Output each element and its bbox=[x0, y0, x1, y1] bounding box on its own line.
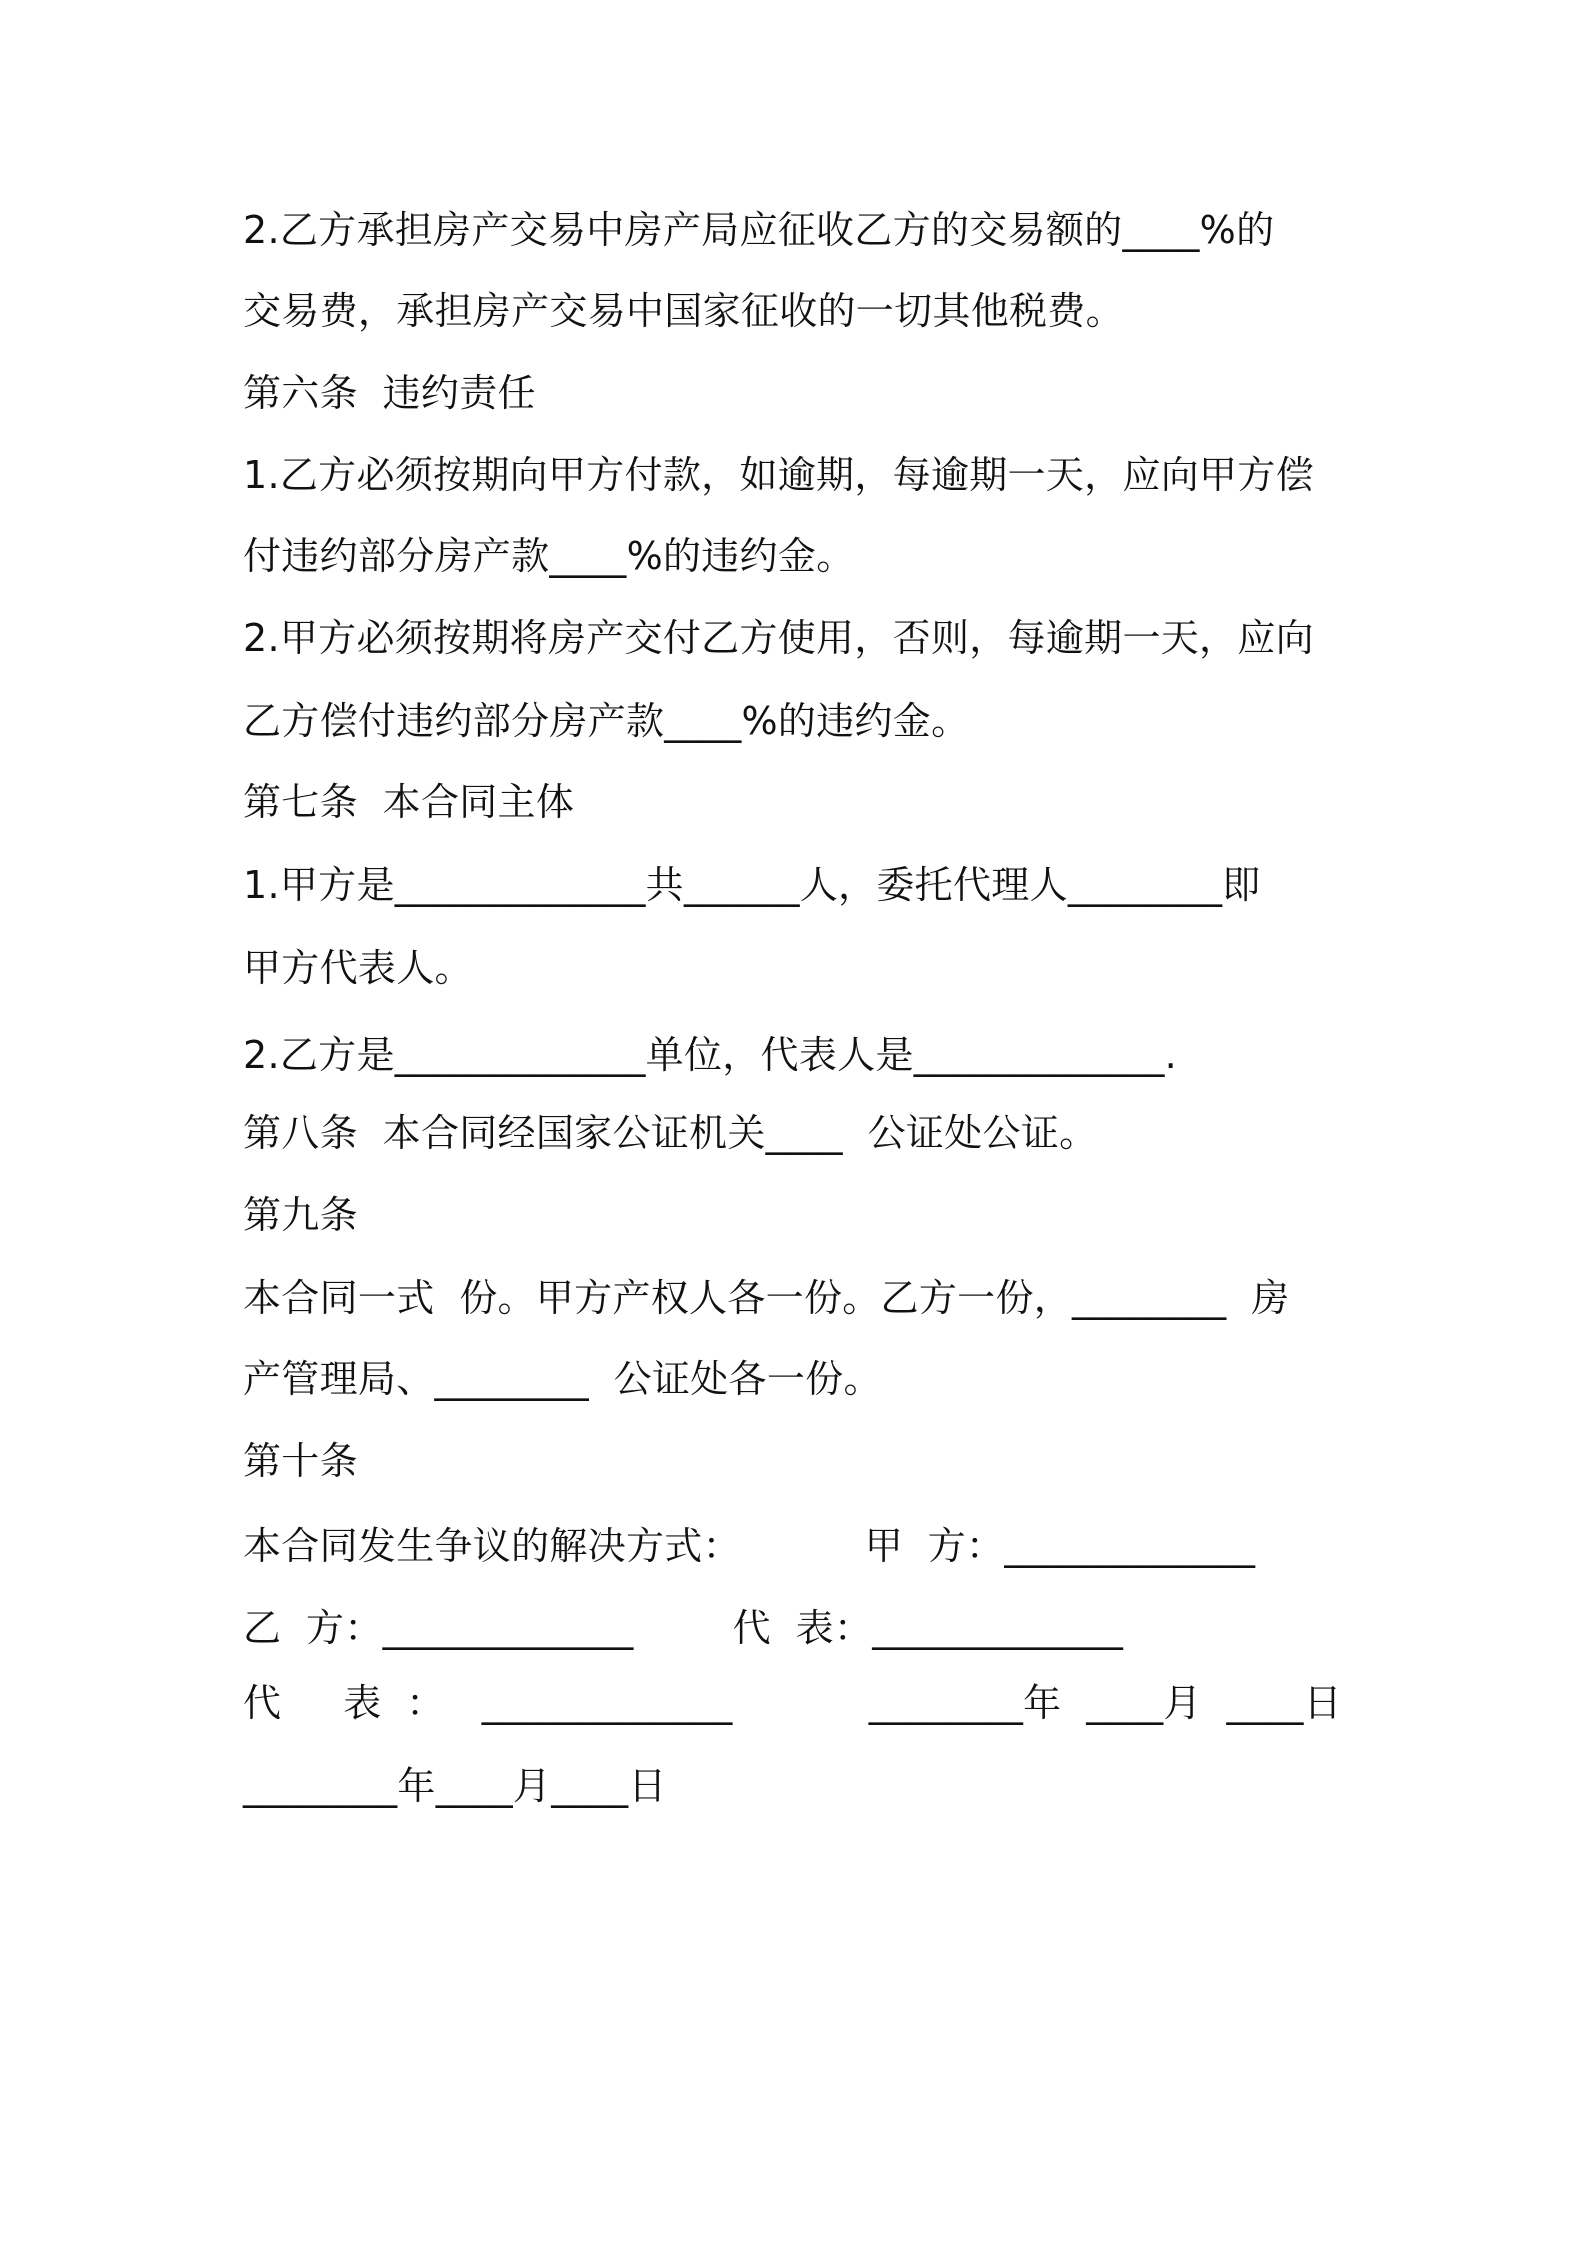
clause-7-heading: 第七条 本合同主体 bbox=[243, 780, 575, 824]
representative-and-date-line: 代 表 ： _____________ ________年 ____月 ____日 bbox=[243, 1681, 1342, 1725]
clause-7-item-2: 2.乙方是_____________单位，代表人是_____________. bbox=[243, 1033, 1178, 1077]
clause-7-item-1-line-2: 甲方代表人。 bbox=[243, 946, 473, 990]
clause-6-item-1-line-1: 1.乙方必须按期向甲方付款，如逾期，每逾期一天，应向甲方偿 bbox=[243, 453, 1314, 497]
date-line: ________年____月____日 bbox=[243, 1764, 667, 1808]
clause-9-text-line-1: 本合同一式 份。甲方产权人各一份。乙方一份，________ 房 bbox=[243, 1276, 1290, 1320]
clause-6-item-2-line-2: 乙方偿付违约部分房产款____%的违约金。 bbox=[243, 699, 970, 743]
clause-6-heading: 第六条 违约责任 bbox=[243, 371, 536, 415]
clause-5-item-2-line-2: 交易费，承担房产交易中国家征收的一切其他税费。 bbox=[243, 289, 1124, 333]
party-b-and-representative-line: 乙 方：_____________ 代 表：_____________ bbox=[243, 1606, 1124, 1650]
clause-9-text-line-2: 产管理局、________ 公证处各一份。 bbox=[243, 1357, 882, 1401]
clause-8: 第八条 本合同经国家公证机关____ 公证处公证。 bbox=[243, 1111, 1098, 1155]
clause-7-item-1-line-1: 1.甲方是_____________共______人，委托代理人________即 bbox=[243, 863, 1261, 907]
clause-10-heading: 第十条 bbox=[243, 1439, 358, 1483]
clause-6-item-2-line-1: 2.甲方必须按期将房产交付乙方使用，否则，每逾期一天，应向 bbox=[243, 616, 1314, 660]
dispute-and-party-a-line: 本合同发生争议的解决方式： 甲 方：_____________ bbox=[243, 1524, 1256, 1568]
clause-5-item-2-line-1: 2.乙方承担房产交易中房产局应征收乙方的交易额的____%的 bbox=[243, 208, 1275, 252]
clause-6-item-1-line-2: 付违约部分房产款____%的违约金。 bbox=[243, 534, 855, 578]
clause-9-heading: 第九条 bbox=[243, 1193, 358, 1237]
